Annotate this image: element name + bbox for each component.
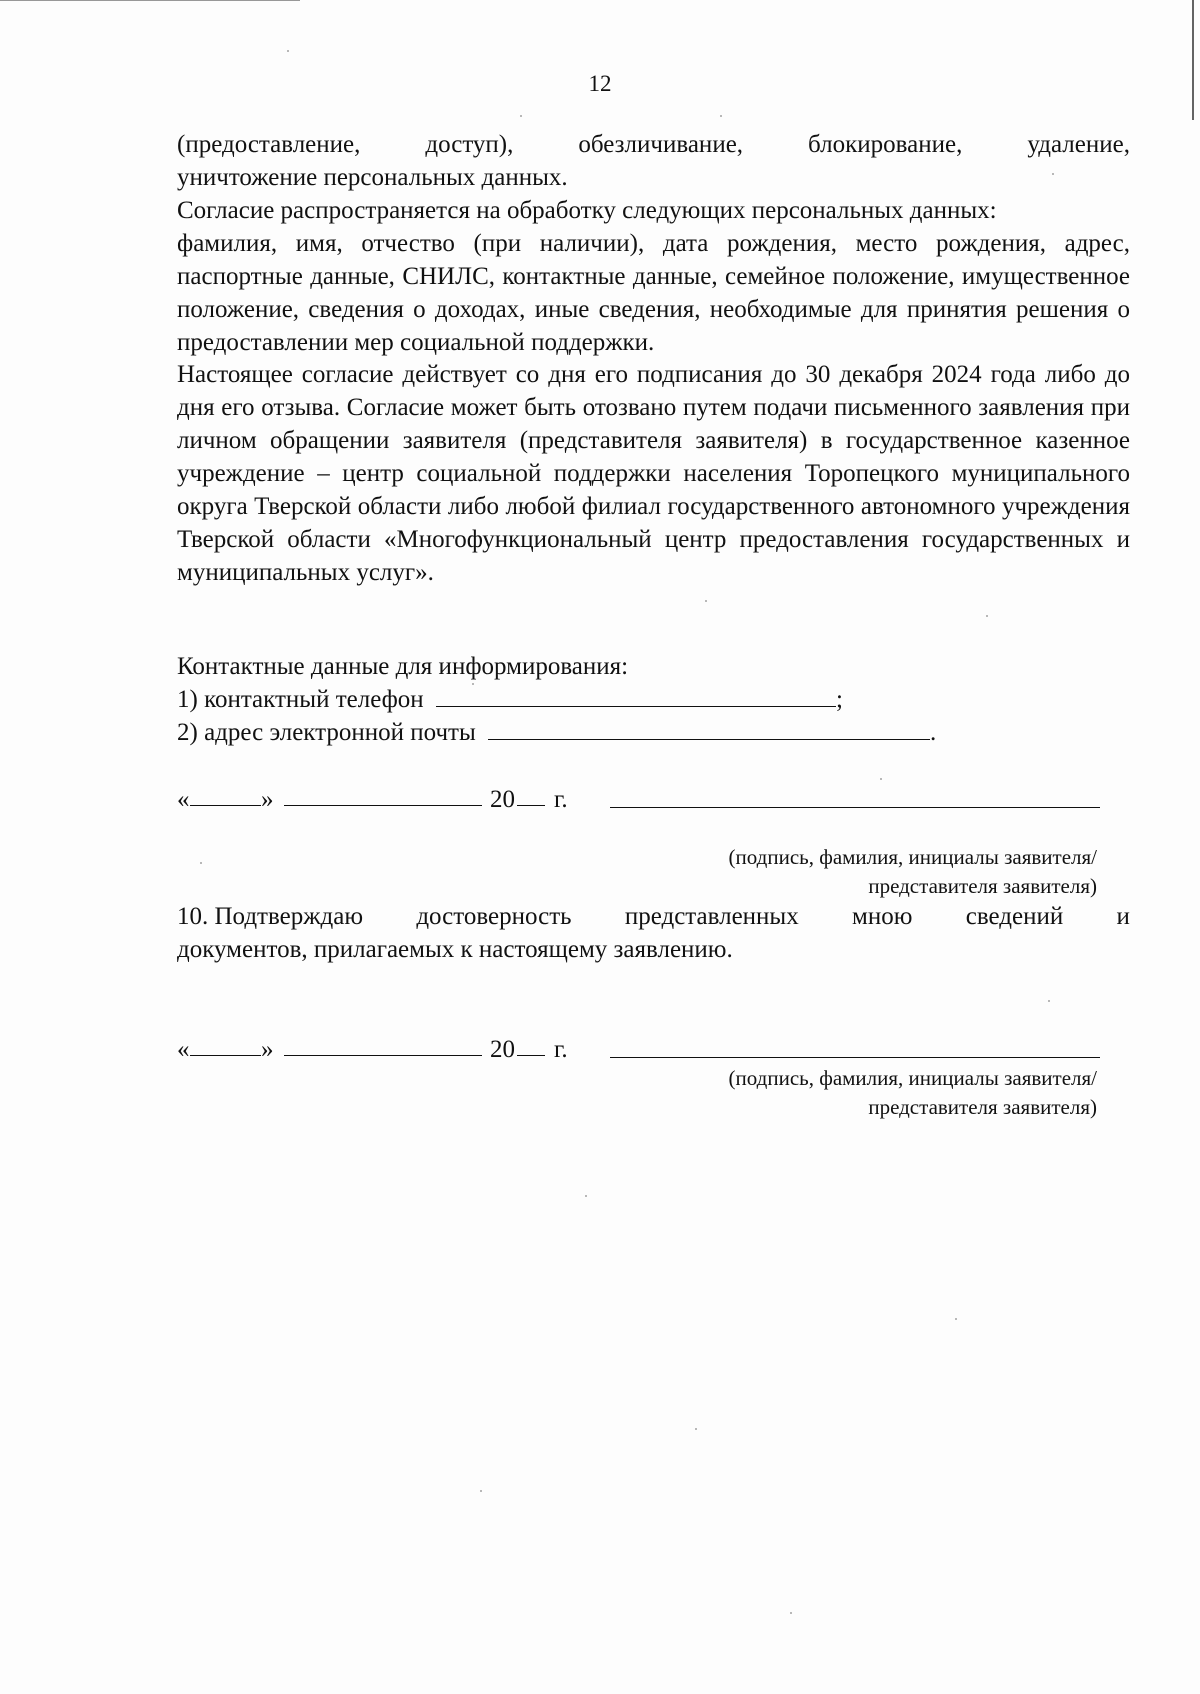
open-quote: «	[177, 1036, 190, 1063]
word: и	[1116, 903, 1130, 930]
word: 10. Подтверждаю	[177, 903, 363, 930]
scan-edge-right	[1192, 0, 1194, 120]
year-prefix: 20	[490, 786, 515, 813]
paragraph-consent-validity	[177, 358, 1130, 589]
word: блокирование,	[808, 131, 963, 158]
word: доступ),	[425, 131, 514, 158]
caption-line: (подпись, фамилия, инициалы заявителя/	[728, 845, 1097, 869]
year-prefix: 20	[490, 1036, 515, 1063]
email-field[interactable]	[488, 717, 930, 740]
scan-speck	[287, 50, 289, 52]
open-quote: «	[177, 786, 190, 813]
paragraph-processing-actions	[177, 128, 1130, 194]
scan-speck	[720, 115, 722, 117]
scan-speck	[880, 778, 882, 780]
signature-field[interactable]	[610, 807, 1100, 808]
word: удаление,	[1027, 131, 1130, 158]
caption-line: (подпись, фамилия, инициалы заявителя/	[728, 1066, 1097, 1090]
scan-speck	[472, 683, 474, 685]
scan-speck	[520, 115, 522, 117]
scan-speck	[790, 1612, 792, 1614]
email-label: 2) адрес электронной почты	[177, 719, 476, 746]
paragraph-data-scope	[177, 194, 1130, 359]
month-field[interactable]	[284, 1033, 482, 1056]
word: (предоставление,	[177, 131, 361, 158]
signature-caption	[597, 1064, 1097, 1122]
scan-speck	[1052, 173, 1054, 175]
signature-caption	[597, 843, 1097, 901]
page-number: 12	[588, 71, 612, 96]
phone-label: 1) контактный телефон	[177, 686, 424, 713]
scan-speck	[1048, 1000, 1050, 1002]
signature-date-row	[177, 1033, 1137, 1066]
paragraph-body: Настоящее согласие действует со дня его подписания до 30 декабря 2024 года либо до дня его отзыва. Согласие может быть отозвано путем подачи письменного заявления при личном обращении заявителя (представителя заявителя) в государственное казенное учреждение – центр социальной поддержки населения Торопецкого муниципального округа Тверской области либо любой филиал государственного автономного учреждения Тверской области «Многофункциональный центр предоставления государственных и муниципальных услуг».	[177, 361, 1130, 586]
year-suffix: г.	[554, 786, 568, 813]
scan-speck	[705, 600, 707, 602]
caption-line: представителя заявителя)	[868, 1095, 1097, 1119]
paragraph-line: Согласие распространяется на обработку следующих персональных данных:	[177, 197, 997, 224]
signature-field[interactable]	[610, 1057, 1100, 1058]
word: обезличивание,	[578, 131, 744, 158]
signature-date-row	[177, 783, 1137, 816]
contact-section	[177, 650, 1130, 749]
word: достоверность	[416, 903, 572, 930]
paragraph-confirmation	[177, 900, 1130, 966]
day-field[interactable]	[190, 1033, 261, 1056]
year-suffix: г.	[554, 1036, 568, 1063]
month-field[interactable]	[284, 783, 482, 806]
email-row	[177, 716, 1130, 749]
phone-end: ;	[835, 686, 843, 713]
day-field[interactable]	[190, 783, 261, 806]
paragraph-line	[177, 128, 1130, 161]
word: сведений	[965, 903, 1064, 930]
scan-speck	[986, 615, 988, 617]
word: представленных	[624, 903, 799, 930]
phone-row	[177, 683, 1130, 716]
caption-line: представителя заявителя)	[868, 874, 1097, 898]
close-quote: »	[261, 1036, 274, 1063]
word: мною	[852, 903, 913, 930]
paragraph-line: документов, прилагаемых к настоящему заявлению.	[177, 936, 733, 963]
scan-speck	[955, 1318, 957, 1320]
close-quote: »	[261, 786, 274, 813]
email-end: .	[930, 719, 937, 746]
phone-field[interactable]	[436, 684, 836, 707]
scan-speck	[695, 1428, 697, 1430]
scan-speck	[200, 862, 202, 864]
scan-edge-top	[0, 0, 300, 1]
paragraph-line	[177, 900, 1130, 933]
paragraph-body: фамилия, имя, отчество (при наличии), дата рождения, место рождения, адрес, паспортные данные, СНИЛС, контактные данные, семейное положение, имущественное положение, сведения о доходах, иные сведения, необходимые для принятия решения о предоставлении мер социальной поддержки.	[177, 230, 1130, 356]
scan-speck	[585, 1195, 587, 1197]
paragraph-line: уничтожение персональных данных.	[177, 164, 568, 191]
scan-speck	[480, 1490, 482, 1492]
year-field[interactable]	[517, 783, 545, 806]
contact-heading: Контактные данные для информирования:	[177, 653, 629, 680]
year-field[interactable]	[517, 1033, 545, 1056]
